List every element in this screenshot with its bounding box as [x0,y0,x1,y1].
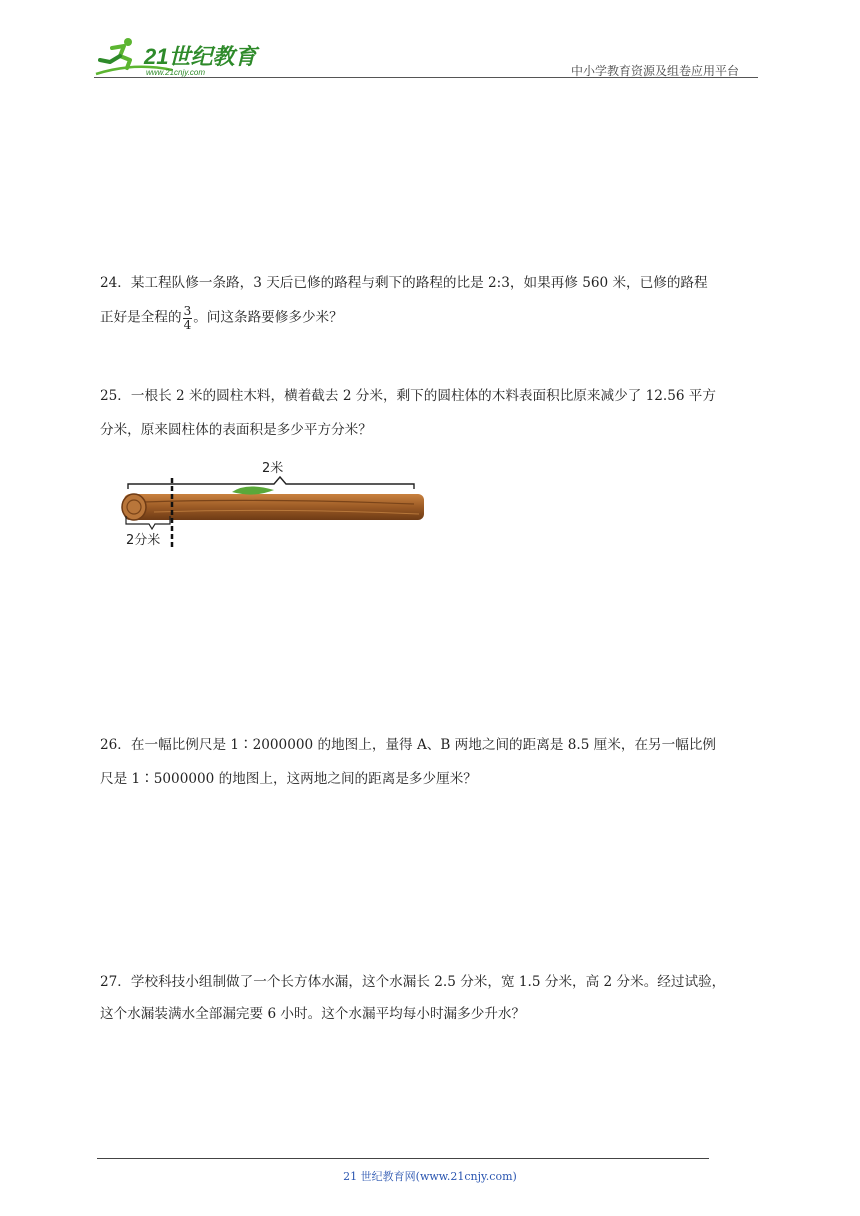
question-27-line-1: 27．学校科技小组制做了一个长方体水漏，这个水漏长 2.5 分米，宽 1.5 分米，高 2 分米。经过试验， [100,974,726,990]
fraction-numerator: 3 [183,304,192,318]
question-24-line-1: 24．某工程队修一条路，3 天后已修的路程与剩下的路程的比是 2:3，如果再修 560 米，已修的路程 [100,275,708,291]
fraction-three-quarters [183,305,193,331]
site-logo [94,34,264,80]
question-26-line-2: 尺是 1∶5000000 的地图上，这两地之间的距离是多少厘米？ [100,771,477,787]
cut-label: 2分米 [126,533,161,548]
header-divider [94,77,758,78]
platform-name: 中小学教育资源及组卷应用平台 [571,64,740,78]
wooden-log-illustration [122,486,424,520]
question-24-line-2 [100,305,760,331]
footer-divider [97,1158,709,1159]
fraction-denominator: 4 [183,317,192,332]
log-figure [114,452,434,552]
question-24-text-after: 。问这条路要修多少米？ [193,309,343,326]
question-26-line-1: 26．在一幅比例尺是 1∶2000000 的地图上，量得 A、B 两地之间的距离是 8.5 厘米，在另一幅比例 [100,737,717,753]
question-25-line-2: 分米，原来圆柱体的表面积是多少平方分米？ [100,422,372,438]
question-27-line-2: 这个水漏装满水全部漏完要 6 小时。这个水漏平均每小时漏多少升水？ [100,1006,526,1022]
question-24-text-before: 正好是全程的 [100,309,182,326]
question-25-line-1: 25．一根长 2 米的圆柱木料，横着截去 2 分米，剩下的圆柱体的木料表面积比原来减少了 12.56 平方 [100,388,716,404]
length-label: 2米 [262,461,284,476]
footer-text: 21 世纪教育网(www.21cnjy.com) [343,1170,517,1183]
logo-url: www.21cnjy.com [146,68,205,77]
logo-title: 21世纪教育 [144,44,257,69]
